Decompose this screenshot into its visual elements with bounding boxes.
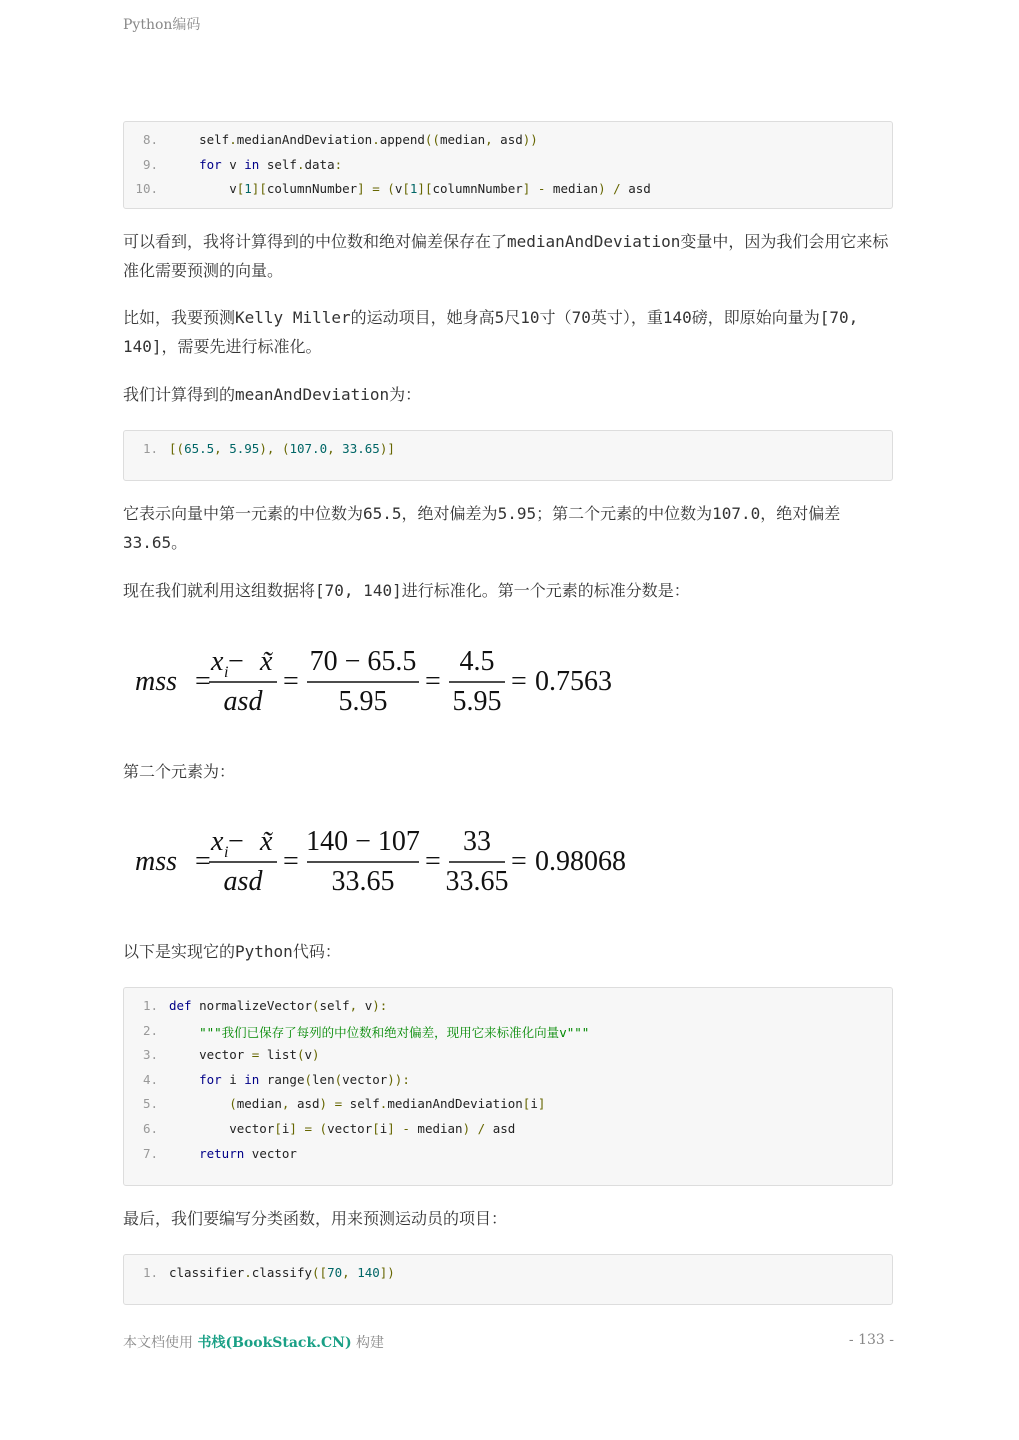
denominator-asd: asd (223, 866, 263, 897)
code-line: return vector (199, 1145, 297, 1161)
numerator-values: 70 − 65.5 (309, 646, 417, 677)
code-line: self.medianAndDeviation.append((median, asd)) (169, 132, 538, 147)
code-line: vector[i] = (vector[i] - median) / asd (169, 1121, 516, 1136)
equals-sign: = (195, 846, 211, 877)
equals-sign: = (283, 846, 299, 877)
formula-lhs: mss (135, 846, 178, 877)
equals-sign: = (511, 666, 527, 697)
denominator-values: 33.65 (331, 866, 395, 897)
code-line: vector = list(v) (169, 1047, 320, 1063)
code-block-3 (123, 987, 893, 1186)
code-line: """我们已保存了每列的中位数和绝对偏差，现用它来标准化向量v""" (199, 1024, 590, 1040)
equals-sign: = (283, 666, 299, 697)
numerator-result: 4.5 (459, 646, 495, 677)
code-line: v[1][columnNumber] = (v[1][columnNumber] - median) / asd (169, 181, 651, 197)
formula-lhs: mss (135, 666, 178, 697)
paragraph-7: 以下是实现它的Python代码： (123, 942, 341, 961)
numerator-xtilde: x̃ (260, 826, 273, 857)
numerator-result: 33 (463, 826, 491, 857)
code-block-1 (123, 121, 893, 209)
code-block-2 (123, 430, 893, 481)
line-number: 3. (142, 1047, 158, 1063)
line-number: 4. (142, 1071, 158, 1087)
formula-result: 0.7563 (535, 666, 612, 697)
minus-sign: − (228, 826, 244, 857)
minus-sign: − (228, 646, 244, 677)
numerator-x: x (211, 826, 224, 857)
line-number: 5. (142, 1096, 158, 1112)
code-line: [(65.5, 5.95), (107.0, 33.65)] (169, 441, 395, 456)
denominator-values: 5.95 (338, 686, 388, 717)
line-number: 7. (142, 1145, 158, 1161)
line-number: 1. (142, 998, 158, 1013)
line-number: 9. (142, 156, 158, 172)
paragraph-3: 我们计算得到的meanAndDeviation为： (123, 385, 422, 404)
numerator-xtilde: x̃ (260, 646, 273, 677)
formula-first-element (123, 640, 643, 722)
denominator-result: 5.95 (452, 686, 502, 717)
code-line: for v in self.data: (199, 156, 343, 172)
formula-result: 0.98068 (535, 846, 626, 877)
paragraph-8: 最后，我们要编写分类函数，用来预测运动员的项目： (123, 1209, 508, 1228)
denominator-asd: asd (223, 686, 263, 717)
line-number: 1. (142, 1265, 158, 1280)
line-number: 10. (135, 181, 158, 197)
line-number: 2. (142, 1022, 158, 1038)
paragraph-4: 它表示向量中第一元素的中位数为65.5，绝对偏差为5.95；第二个元素的中位数为107.0，绝对偏差33.65。 (123, 504, 841, 552)
footer-credit (123, 1332, 384, 1352)
paragraph-5: 现在我们就利用这组数据将[70, 140]进行标准化。第一个元素的标准分数是： (123, 581, 690, 600)
code-line: classifier.classify([70, 140]) (169, 1265, 395, 1280)
footer-suffix: 构建 (351, 1335, 385, 1351)
equals-sign: = (195, 666, 211, 697)
equals-sign: = (425, 846, 441, 877)
footer-prefix: 本文档使用 (123, 1335, 198, 1351)
equals-sign: = (425, 666, 441, 697)
page-number: - 133 - (848, 1332, 894, 1348)
formula-second-element (123, 820, 643, 902)
equals-sign: = (511, 846, 527, 877)
line-number: 1. (142, 441, 158, 456)
numerator-x: x (211, 646, 224, 677)
numerator-values: 140 − 107 (306, 826, 420, 857)
code-line: for i in range(len(vector)): (199, 1071, 410, 1087)
line-number: 8. (142, 132, 158, 147)
code-line: def normalizeVector(self, v): (169, 998, 388, 1013)
code-block-4 (123, 1254, 893, 1305)
numerator-subscript: i (224, 844, 229, 861)
paragraph-2: 比如，我要预测Kelly Miller的运动项目，她身高5尺10寸（70英寸），重140磅，即原始向量为[70, 140]，需要先进行标准化。 (123, 308, 859, 356)
code-line: (median, asd) = self.medianAndDeviation[i] (229, 1096, 546, 1112)
numerator-subscript: i (224, 664, 229, 681)
paragraph-1: 可以看到，我将计算得到的中位数和绝对偏差保存在了medianAndDeviation变量中，因为我们会用它来标准化需要预测的向量。 (123, 232, 889, 280)
paragraph-6: 第二个元素为： (123, 762, 236, 781)
page-header: Python编码 (123, 17, 201, 33)
denominator-result: 33.65 (445, 866, 509, 897)
bookstack-link[interactable]: 书栈(BookStack.CN) (197, 1335, 352, 1351)
line-number: 6. (142, 1121, 158, 1136)
